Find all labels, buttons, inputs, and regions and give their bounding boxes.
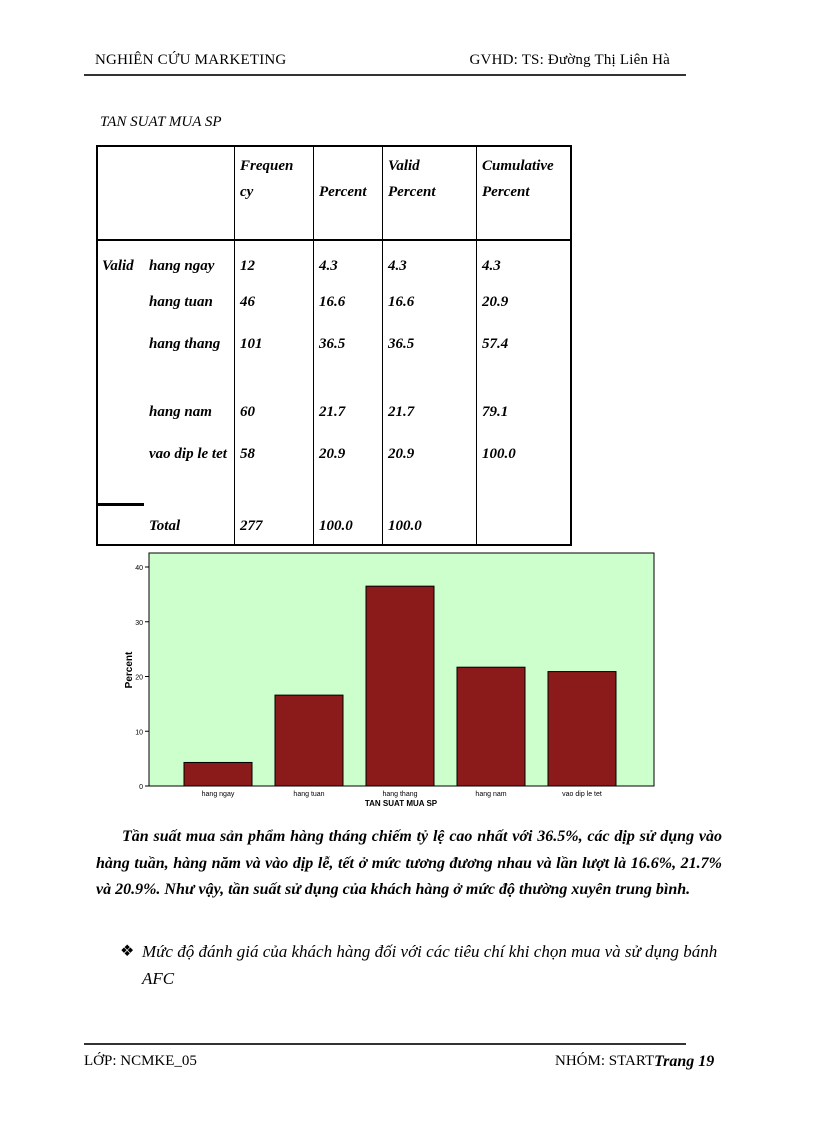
table-total-row — [97, 505, 571, 546]
row-valid-percent: 4.3 — [383, 240, 477, 283]
header-cumulative-percent — [477, 146, 572, 240]
y-tick-label: 10 — [135, 729, 143, 737]
header-left: NGHIÊN CỨU MARKETING — [95, 52, 287, 68]
footer-right: NHÓM: START — [555, 1053, 655, 1069]
header-valid-percent — [383, 146, 477, 240]
header-valid-percent-line2: Percent — [388, 184, 436, 200]
header-valid-percent-line1: Valid — [388, 158, 420, 174]
row-cumulative-percent: 79.1 — [477, 393, 572, 435]
row-valid-percent: 21.7 — [383, 393, 477, 435]
header-blank — [97, 146, 144, 240]
row-cumulative-percent: 20.9 — [477, 283, 572, 325]
bar-hang-thang — [366, 586, 434, 786]
total-label: Total — [149, 517, 181, 534]
row-percent: 21.7 — [314, 393, 383, 435]
footer-left: LỚP: NCMKE_05 — [84, 1053, 197, 1069]
row-cumulative-percent: 100.0 — [477, 435, 572, 505]
analysis-paragraph: Tần suất mua sản phẩm hàng tháng chiếm tỷ lệ cao nhất với 36.5%, các dịp sử dụng vào hàng tuần, hàng năm và vào dịp lễ, tết ở mức tương đương nhau và lần lượt là 16.6%, 21.7% và 20.9%. Như vậy, tần suất sử dụng của khách hàng ở mức độ thường xuyên trung bình. — [96, 828, 722, 898]
row-cumulative-percent: 4.3 — [477, 240, 572, 283]
table-header-row — [97, 146, 571, 240]
row-category: hang thang — [149, 336, 221, 352]
table-row — [97, 240, 571, 283]
table-row — [97, 325, 571, 393]
row-frequency: 46 — [235, 283, 314, 325]
row-percent: 16.6 — [314, 283, 383, 325]
bar-hang-tuan — [275, 695, 343, 786]
header-divider — [84, 74, 686, 76]
bar-chart — [105, 550, 665, 812]
x-tick-label: hang nam — [475, 791, 507, 798]
row-percent: 4.3 — [314, 240, 383, 283]
header-right: GVHD: TS: Đường Thị Liên Hà — [469, 52, 670, 68]
y-axis-label: Percent — [124, 651, 135, 689]
table-row — [97, 393, 571, 435]
footer-divider — [84, 1043, 686, 1045]
bar-hang-ngay — [184, 762, 252, 786]
header-frequency-line2: cy — [240, 184, 254, 200]
row-valid-percent: 20.9 — [383, 435, 477, 505]
header-blank-2 — [144, 146, 235, 240]
row-frequency: 60 — [235, 393, 314, 435]
row-valid-percent: 36.5 — [383, 325, 477, 393]
total-percent: 100.0 — [314, 505, 383, 546]
total-frequency: 277 — [235, 505, 314, 546]
row-category: hang tuan — [149, 294, 213, 310]
table-row — [97, 283, 571, 325]
x-tick-label: hang thang — [382, 791, 418, 798]
row-frequency: 101 — [235, 325, 314, 393]
frequency-table — [96, 145, 572, 546]
page-number: Trang 19 — [654, 1053, 715, 1070]
header-cumulative-line2: Percent — [482, 184, 530, 200]
row-category: hang nam — [149, 404, 212, 420]
x-tick-label: vao dip le tet — [562, 791, 602, 798]
bar-hang-nam — [457, 667, 525, 786]
header-cumulative-line1: Cumulative — [482, 158, 554, 174]
row-frequency: 12 — [235, 240, 314, 283]
row-cumulative-percent: 57.4 — [477, 325, 572, 393]
table-row — [97, 435, 571, 505]
row-category: vao dip le tet — [149, 446, 227, 462]
y-tick-label: 30 — [135, 619, 143, 627]
table-caption: TAN SUAT MUA SP — [100, 114, 222, 130]
total-valid-percent: 100.0 — [383, 505, 477, 546]
x-tick-label: hang tuan — [293, 791, 325, 798]
bullet-item — [120, 938, 724, 992]
row-percent: 36.5 — [314, 325, 383, 393]
valid-label: Valid — [102, 258, 134, 274]
header-frequency-line1: Frequen — [240, 158, 294, 174]
bar-vao-dip-le-tet — [548, 672, 616, 786]
bullet-text: Mức độ đánh giá của khách hàng đối với các tiêu chí khi chọn mua và sử dụng bánh AFC — [142, 942, 718, 988]
row-category: hang ngay — [149, 258, 215, 274]
x-axis — [202, 791, 602, 798]
header-percent: Percent — [314, 146, 383, 240]
y-tick-label: 0 — [139, 784, 143, 791]
header-frequency — [235, 146, 314, 240]
row-frequency: 58 — [235, 435, 314, 505]
y-tick-label: 20 — [135, 674, 143, 682]
y-tick-label: 40 — [135, 565, 143, 572]
x-axis-label: TAN SUAT MUA SP — [364, 799, 438, 808]
row-valid-percent: 16.6 — [383, 283, 477, 325]
row-percent: 20.9 — [314, 435, 383, 505]
y-axis — [135, 565, 149, 791]
x-tick-label: hang ngay — [201, 791, 235, 798]
diamond-bullet-icon: ❖ — [120, 943, 135, 960]
